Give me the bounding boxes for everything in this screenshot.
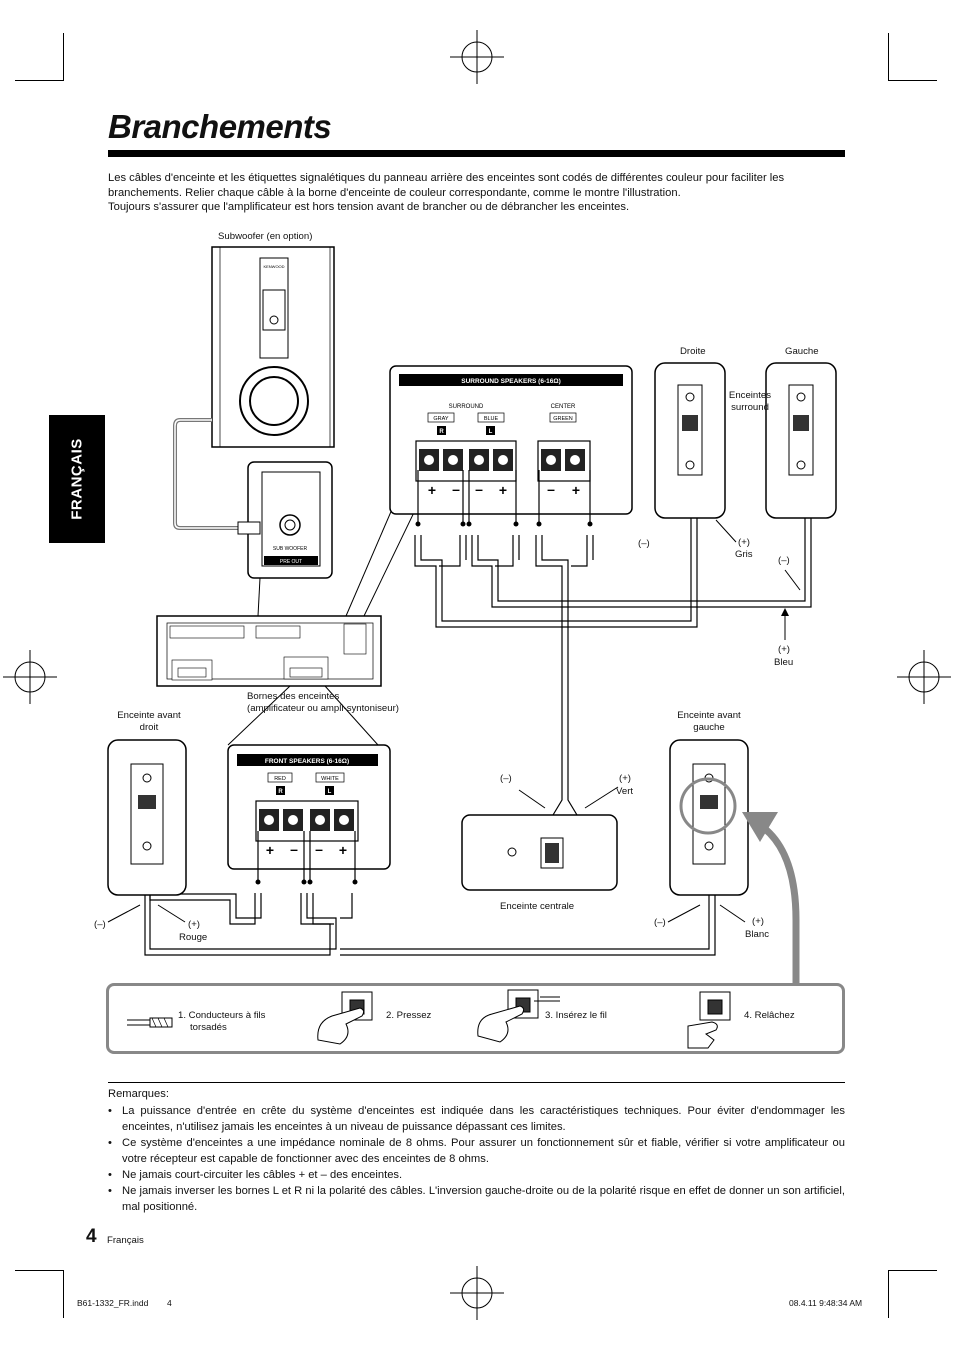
white-tag: WHITE bbox=[321, 776, 339, 782]
r-badge-front: R bbox=[278, 789, 283, 795]
svg-text:–: – bbox=[475, 481, 483, 497]
svg-text:+: + bbox=[338, 842, 348, 858]
note-item: • La puissance d'entrée en crête du système d'enceintes est indiquée dans les caractéristiques techniques. Pour éviter d'endommager les enceintes, n'utilisez jamais les enceintes à un niveau de puissance dépassant ces limites. bbox=[108, 1103, 845, 1135]
rouge-label: Rouge bbox=[179, 932, 208, 943]
footer-page: 4 bbox=[167, 1298, 172, 1308]
intro-paragraph: Toujours s'assurer que l'amplificateur est hors tension avant de brancher ou de débrancher les enceintes. bbox=[108, 201, 630, 214]
language-tab-label: FRANÇAIS bbox=[68, 438, 86, 520]
plus-label-white: (+) bbox=[752, 916, 764, 927]
note-item: • Ce système d'enceintes a une impédance nominale de 8 ohms. Pour assurer un fonctionnement sûr et fiable, vérifier si votre amplificateur ou votre récepteur est capable de fonctionner avec des enceintes de 8 ohms. bbox=[108, 1135, 845, 1167]
gris-label: Gris bbox=[735, 549, 753, 560]
enceintes-surround-label: Enceintes surround bbox=[728, 390, 772, 413]
front-panel-title: FRONT SPEAKERS (6-16Ω) bbox=[264, 758, 350, 765]
blanc-label: Blanc bbox=[745, 929, 769, 940]
svg-text:+: + bbox=[498, 482, 508, 498]
minus-label-green: (–) bbox=[500, 773, 512, 784]
step-1-line2: torsadés bbox=[190, 1022, 227, 1033]
note-item: • Ne jamais court-circuiter les câbles + et – des enceintes. bbox=[108, 1167, 845, 1183]
subwoofer-label: Subwoofer (en option) bbox=[218, 231, 313, 242]
centrale-label: Enceinte centrale bbox=[500, 901, 575, 912]
vert-label: Vert bbox=[616, 786, 634, 797]
bleu-label: Bleu bbox=[774, 657, 794, 668]
notes-list bbox=[108, 1103, 845, 1215]
intro-paragraph: Les câbles d'enceinte et les étiquettes signalétiques du panneau arrière des enceintes sont codés de différentes couleur pour faciliter les branchements. Relier chaque câble à la borne d'enceinte de couleur correspondante, comme le montre l'illustration. bbox=[108, 172, 785, 199]
bornes-sub-label: (amplificateur ou ampli-syntoniseur) bbox=[247, 703, 399, 714]
svg-text:–: – bbox=[452, 481, 460, 497]
minus-label-blue: (–) bbox=[778, 555, 790, 566]
plus-label-gray: (+) bbox=[738, 537, 750, 548]
note-item: • Ne jamais inverser les bornes L et R ni la polarité des câbles. L'inversion gauche-droite ou de la polarité risque en effet de donner un son artificiel, mal positionné. bbox=[108, 1183, 845, 1215]
avant-droit-label: Enceinte avant droit bbox=[117, 710, 181, 733]
svg-text:–: – bbox=[290, 841, 298, 857]
sub-brand: KENWOOD bbox=[263, 264, 285, 269]
surround-panel-title: SURROUND SPEAKERS (6-16Ω) bbox=[461, 378, 561, 385]
l-badge: L bbox=[488, 429, 493, 435]
notes-section bbox=[108, 1082, 845, 1215]
avant-gauche-label: Enceinte avant gauche bbox=[677, 710, 741, 733]
bornes-label: Bornes des enceintes bbox=[247, 691, 340, 702]
svg-text:–: – bbox=[315, 841, 323, 857]
svg-text:+: + bbox=[265, 842, 275, 858]
page-title: Branchements bbox=[108, 108, 332, 145]
red-tag: RED bbox=[274, 776, 286, 782]
minus-label-white: (–) bbox=[654, 917, 666, 928]
droite-label: Droite bbox=[680, 346, 706, 357]
footer-file: B61-1332_FR.indd bbox=[77, 1298, 149, 1308]
step-1-line1: 1. Conducteurs à fils bbox=[178, 1010, 266, 1021]
page-language: Français bbox=[107, 1235, 144, 1246]
footer-date: 08.4.11 9:48:34 AM bbox=[789, 1298, 863, 1308]
page-number: 4 bbox=[86, 1226, 97, 1247]
svg-text:–: – bbox=[547, 481, 555, 497]
center-label: CENTER bbox=[550, 404, 576, 410]
green-tag: GREEN bbox=[553, 416, 573, 422]
surround-label: SURROUND bbox=[448, 404, 484, 410]
step-2-label: 2. Pressez bbox=[386, 1010, 432, 1021]
l-badge-front: L bbox=[327, 789, 332, 795]
sub-woofer-jack-label: SUB WOOFER bbox=[272, 546, 308, 552]
step-4-label: 4. Relâchez bbox=[744, 1010, 795, 1021]
plus-label-blue: (+) bbox=[778, 644, 790, 655]
minus-label-red: (–) bbox=[94, 919, 106, 930]
blue-tag: BLUE bbox=[483, 416, 499, 422]
svg-text:+: + bbox=[571, 482, 581, 498]
notes-heading: Remarques: bbox=[108, 1088, 169, 1100]
r-badge: R bbox=[439, 429, 444, 435]
step-3-label: 3. Insérez le fil bbox=[545, 1010, 607, 1021]
pre-out-label: PRE OUT bbox=[279, 559, 303, 565]
step-1-label bbox=[178, 1010, 265, 1034]
gray-tag: GRAY bbox=[433, 416, 449, 422]
plus-label-green: (+) bbox=[619, 773, 631, 784]
plus-label-red: (+) bbox=[188, 919, 200, 930]
gauche-label: Gauche bbox=[785, 346, 819, 357]
minus-label-gray: (–) bbox=[638, 538, 650, 549]
svg-text:+: + bbox=[427, 482, 437, 498]
